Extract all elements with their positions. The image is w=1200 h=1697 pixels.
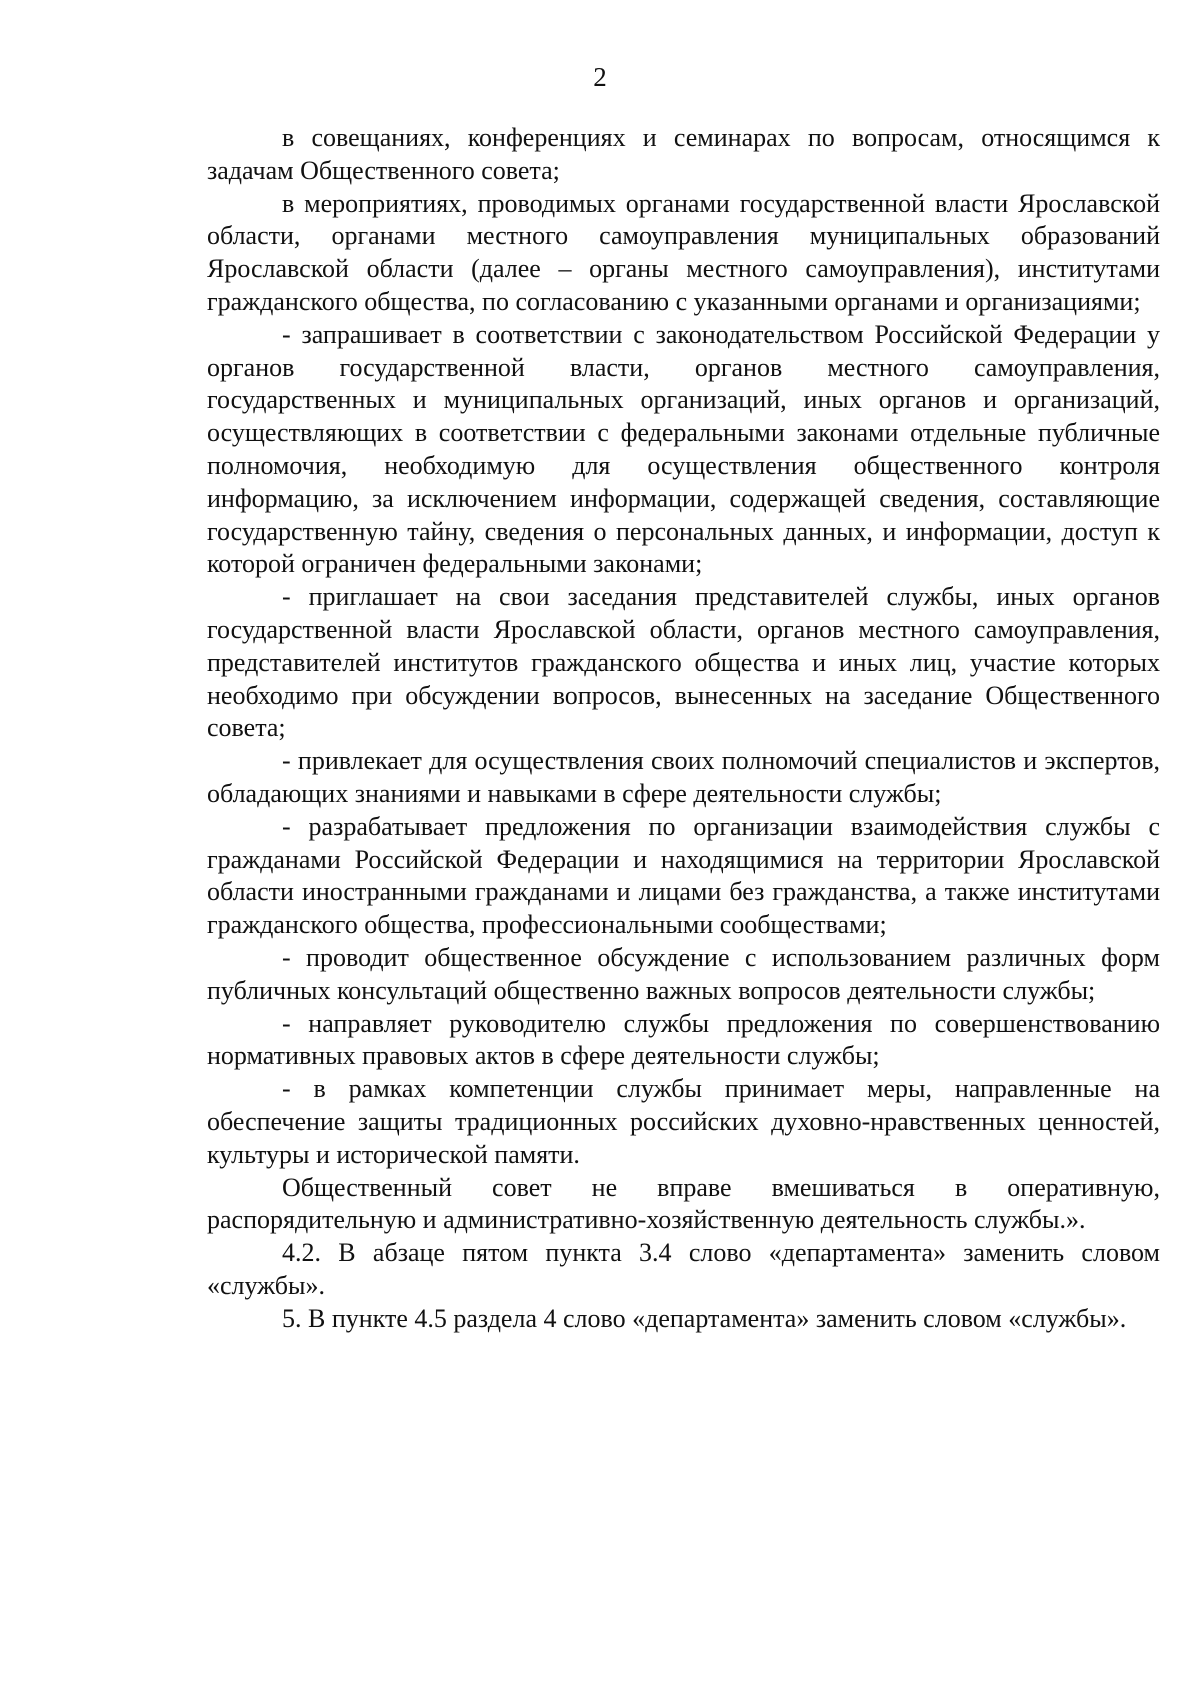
paragraph: - разрабатывает предложения по организации взаимодействия службы с гражданами Российской Федерации и находящимися на территории Ярославской области иностранными гражданами и лицами без гражданства, а также институтами гражданского общества, профессиональными сообществами; — [207, 811, 1160, 940]
document-body — [207, 122, 1160, 1335]
paragraph: - направляет руководителю службы предложения по совершенствованию нормативных правовых актов в сфере деятельности службы; — [207, 1008, 1160, 1071]
paragraph: - приглашает на свои заседания представителей службы, иных органов государственной власти Ярославской области, органов местного самоуправления, представителей институтов гражданского общества и иных лиц, участие которых необходимо при обсуждении вопросов, вынесенных на заседание Общественного совета; — [207, 582, 1160, 743]
paragraph: - запрашивает в соответствии с законодательством Российской Федерации у органов государственной власти, органов местного самоуправления, государственных и муниципальных организаций, иных органов и организаций, осуществляющих в соответствии с федеральными законами отдельные публичные полномочия, необходимую для осуществления общественного контроля информацию, за исключением информации, содержащей сведения, составляющие государственную тайну, сведения о персональных данных, и информации, доступ к которой ограничен федеральными законами; — [207, 319, 1160, 579]
paragraph: 4.2. В абзаце пятом пункта 3.4 слово «департамента» заменить словом «службы». — [207, 1238, 1160, 1300]
paragraph: 5. В пункте 4.5 раздела 4 слово «департамента» заменить словом «службы». — [282, 1303, 1127, 1333]
paragraph: в мероприятиях, проводимых органами государственной власти Ярославской области, органами местного самоуправления муниципальных образований Ярославской области (далее – органы местного самоуправления), институтами гражданского общества, по согласованию с указанными органами и организациями; — [207, 188, 1160, 316]
page-number: 2 — [593, 62, 607, 92]
paragraph: - в рамках компетенции службы принимает меры, направленные на обеспечение защиты традиционных российских духовно-нравственных ценностей, культуры и исторической памяти. — [207, 1074, 1160, 1169]
paragraph: - привлекает для осуществления своих полномочий специалистов и экспертов, обладающих знаниями и навыками в сфере деятельности службы; — [207, 746, 1160, 808]
paragraph: Общественный совет не вправе вмешиваться в оперативную, распорядительную и административно-хозяйственную деятельность службы.». — [207, 1172, 1160, 1235]
paragraph: - проводит общественное обсуждение с использованием различных форм публичных консультаций общественно важных вопросов деятельности службы; — [207, 942, 1160, 1005]
paragraph: в совещаниях, конференциях и семинарах по вопросам, относящимся к задачам Общественного совета; — [207, 123, 1160, 185]
